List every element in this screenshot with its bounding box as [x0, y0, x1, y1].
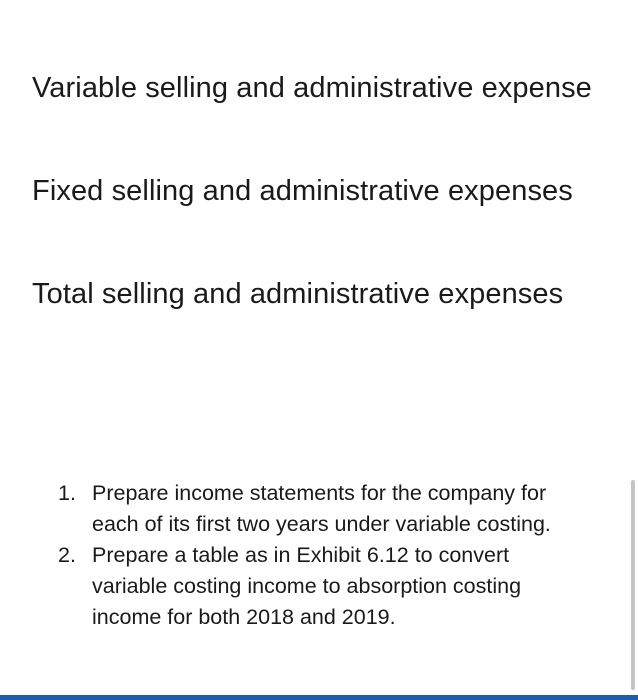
question-text-line: income for both 2018 and 2019.: [92, 605, 396, 629]
question-item-2: [58, 540, 618, 633]
question-text-line: each of its first two years under variable costing.: [92, 512, 551, 536]
question-item-1: [58, 478, 618, 540]
question-number: 1.: [58, 481, 76, 505]
question-text-line: Prepare a table as in Exhibit 6.12 to convert: [92, 543, 510, 567]
bottom-accent-bar: [0, 695, 638, 700]
question-list: [58, 478, 618, 633]
fixed-expenses-label: Fixed selling and administrative expenses: [32, 175, 573, 207]
variable-expenses-label: Variable selling and administrative expense: [32, 72, 592, 104]
question-number: 2.: [58, 543, 76, 567]
scrollbar[interactable]: [631, 480, 635, 690]
question-text-line: Prepare income statements for the company for: [92, 481, 547, 505]
total-expenses-label: Total selling and administrative expenses: [32, 278, 564, 310]
question-text-line: variable costing income to absorption costing: [92, 574, 522, 598]
